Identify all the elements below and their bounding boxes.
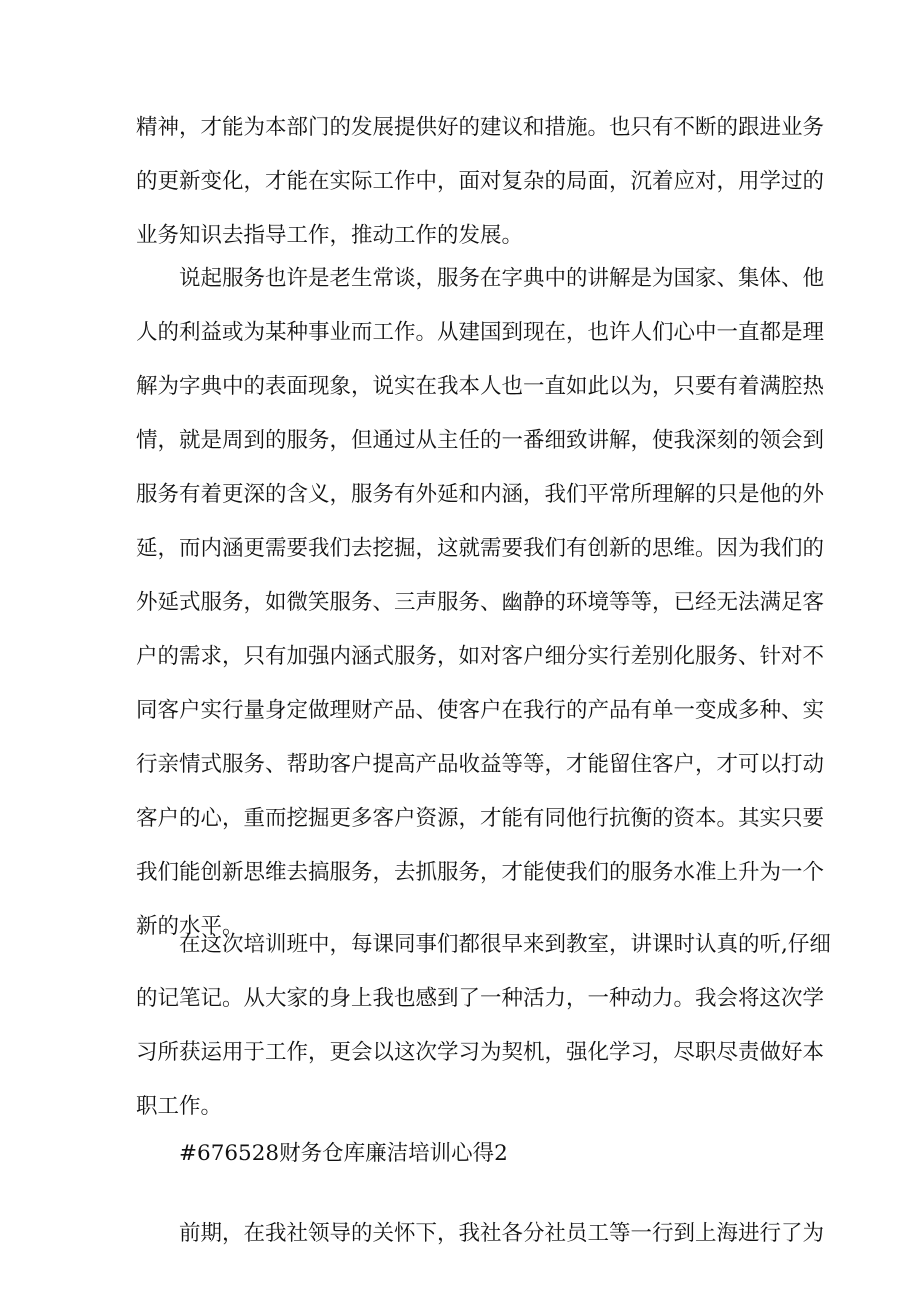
paragraph-line: 外延式服务，如微笑服务、三声服务、幽静的环境等等，已经无法满足客 — [136, 590, 825, 615]
heading-text: #676528财务仓库廉洁培训心得2 — [179, 1141, 508, 1166]
paragraph-line: 的记笔记。从大家的身上我也感到了一种活力，一种动力。我会将这次学 — [136, 986, 825, 1011]
paragraph-line: 精神，才能为本部门的发展提供好的建议和措施。也只有不断的跟进业务 — [136, 115, 825, 140]
paragraph-line: 客户的心，重而挖掘更多客户资源，才能有同他行抗衡的资本。其实只要 — [136, 806, 825, 831]
paragraph-line: 情，就是周到的服务，但通过从主任的一番细致讲解，使我深刻的领会到 — [136, 428, 825, 453]
paragraph-line: 我们能创新思维去搞服务，去抓服务，才能使我们的服务水准上升为一个 — [136, 860, 825, 885]
paragraph-line: 在这次培训班中，每课同事们都很早来到教室，讲课时认真的听,仔细 — [179, 932, 831, 957]
paragraph-line: 延，而内涵更需要我们去挖掘，这就需要我们有创新的思维。因为我们的 — [136, 536, 825, 561]
paragraph-2 — [136, 252, 825, 954]
paragraph-line: 户的需求，只有加强内涵式服务，如对客户细分实行差别化服务、针对不 — [136, 644, 825, 669]
paragraph-line: 职工作。 — [136, 1094, 223, 1119]
paragraph-line: 解为字典中的表面现象，说实在我本人也一直如此以为，只要有着满腔热 — [136, 374, 825, 399]
paragraph-line: 同客户实行量身定做理财产品、使客户在我行的产品有单一变成多种、实 — [136, 698, 825, 723]
paragraph-line: 说起服务也许是老生常谈，服务在字典中的讲解是为国家、集体、他 — [179, 266, 825, 291]
section-heading — [136, 1127, 796, 1181]
paragraph-4 — [136, 1207, 825, 1261]
paragraph-line: 习所获运用于工作，更会以这次学习为契机，强化学习，尽职尽责做好本 — [136, 1040, 825, 1065]
paragraph-line: 前期，在我社领导的关怀下，我社各分社员工等一行到上海进行了为 — [179, 1221, 825, 1246]
paragraph-line: 服务有着更深的含义，服务有外延和内涵，我们平常所理解的只是他的外 — [136, 482, 825, 507]
paragraph-line: 的更新变化，才能在实际工作中，面对复杂的局面，沉着应对，用学过的 — [136, 169, 825, 194]
paragraph-line: 行亲情式服务、帮助客户提高产品收益等等，才能留住客户，才可以打动 — [136, 752, 825, 777]
paragraph-1 — [136, 101, 825, 263]
paragraph-line: 新的水平。 — [136, 914, 244, 939]
paragraph-3 — [136, 918, 831, 1134]
paragraph-line: 业务知识去指导工作，推动工作的发展。 — [136, 223, 524, 248]
paragraph-line: 人的利益或为某种事业而工作。从建国到现在，也许人们心中一直都是理 — [136, 320, 825, 345]
